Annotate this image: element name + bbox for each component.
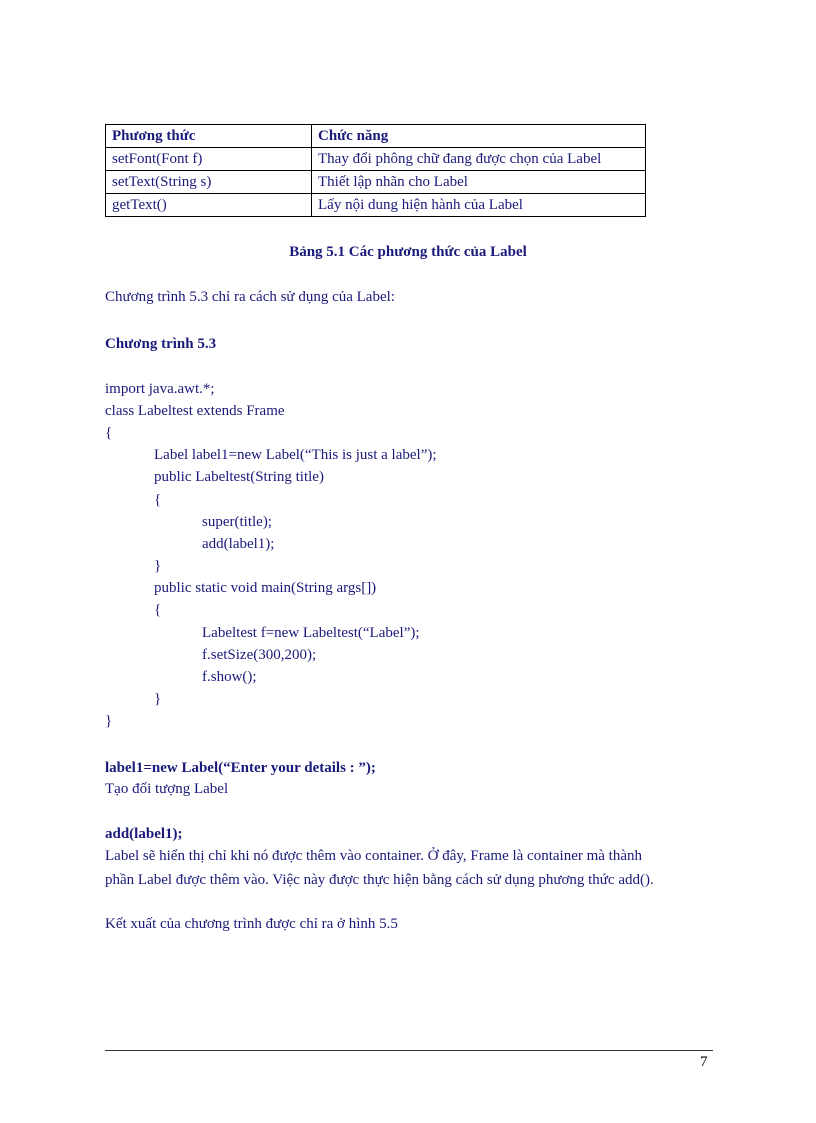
table-row bbox=[106, 148, 646, 171]
program-title: Chương trình 5.3 bbox=[105, 336, 217, 352]
code-line: f.setSize(300,200); bbox=[202, 647, 317, 663]
table-header-method: Phương thức bbox=[106, 125, 312, 148]
table-header-row bbox=[106, 125, 646, 148]
explain2-title: add(label1); bbox=[105, 826, 183, 842]
code-line: { bbox=[154, 602, 162, 618]
explain1-text: Tạo đối tượng Label bbox=[105, 781, 229, 797]
code-line: class Labeltest extends Frame bbox=[105, 403, 285, 419]
page-number: 7 bbox=[700, 1054, 708, 1070]
code-line: public static void main(String args[]) bbox=[154, 580, 377, 596]
code-line: } bbox=[154, 691, 162, 707]
explain2-line2: phần Label được thêm vào. Việc này được thực hiện bằng cách sử dụng phương thức add(). bbox=[105, 872, 654, 888]
code-line: { bbox=[154, 492, 162, 508]
table-row bbox=[106, 171, 646, 194]
code-line: import java.awt.*; bbox=[105, 381, 215, 397]
code-line: public Labeltest(String title) bbox=[154, 469, 324, 485]
code-line: super(title); bbox=[202, 514, 272, 530]
output-note: Kết xuất của chương trình được chỉ ra ở hình 5.5 bbox=[105, 916, 398, 932]
intro-paragraph: Chương trình 5.3 chỉ ra cách sử dụng của Label: bbox=[105, 289, 395, 305]
table-cell-method: setText(String s) bbox=[106, 171, 312, 194]
explain1-title: label1=new Label(“Enter your details : ”); bbox=[105, 760, 376, 776]
code-line: Labeltest f=new Labeltest(“Label”); bbox=[202, 625, 420, 641]
table-caption: Bảng 5.1 Các phương thức của Label bbox=[289, 244, 527, 260]
code-line: Label label1=new Label(“This is just a label”); bbox=[154, 447, 437, 463]
table-row bbox=[106, 194, 646, 217]
explain2-line1: Label sẽ hiển thị chỉ khi nó được thêm vào container. Ở đây, Frame là container mà thành bbox=[105, 848, 643, 864]
table-header-function: Chức năng bbox=[312, 125, 646, 148]
code-line: f.show(); bbox=[202, 669, 257, 685]
code-line: } bbox=[154, 558, 162, 574]
code-line: { bbox=[105, 425, 113, 441]
table-cell-method: getText() bbox=[106, 194, 312, 217]
table-cell-function: Thay đổi phông chữ đang được chọn của Label bbox=[312, 148, 646, 171]
table-cell-function: Lấy nội dung hiện hành của Label bbox=[312, 194, 646, 217]
footer-divider bbox=[105, 1050, 713, 1051]
table-cell-function: Thiết lập nhãn cho Label bbox=[312, 171, 646, 194]
code-line: } bbox=[105, 713, 113, 729]
table-cell-method: setFont(Font f) bbox=[106, 148, 312, 171]
code-line: add(label1); bbox=[202, 536, 275, 552]
methods-table bbox=[105, 124, 646, 217]
